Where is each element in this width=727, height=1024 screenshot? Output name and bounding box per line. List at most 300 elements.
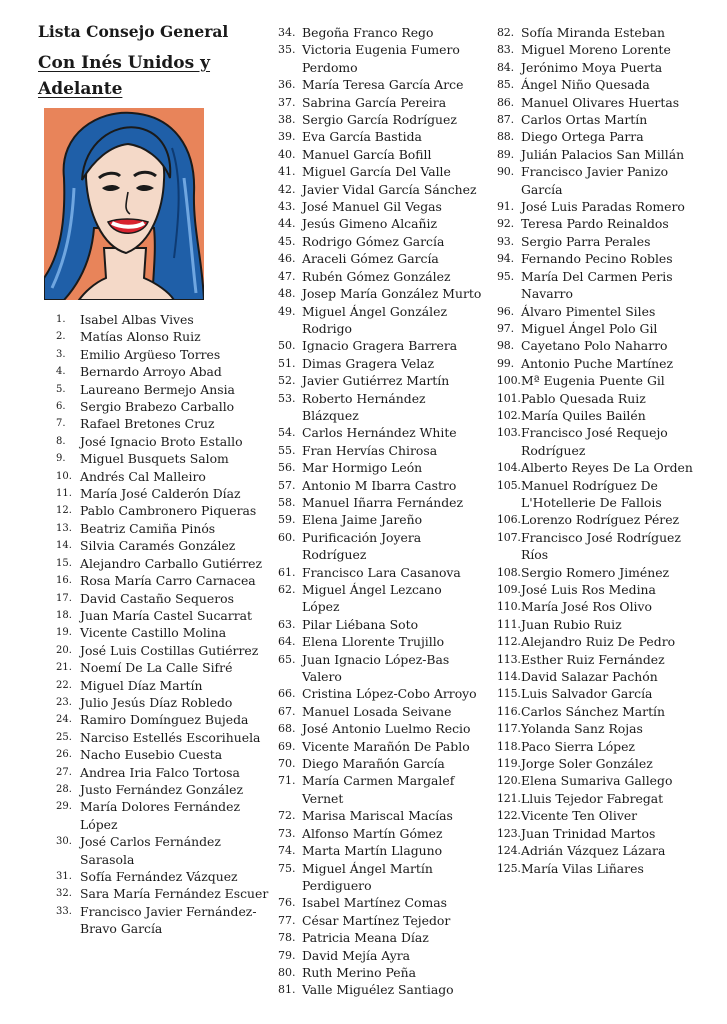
candidate-name: Roberto Hernández Blázquez — [302, 390, 426, 423]
candidate-name: David Salazar Pachón — [521, 669, 658, 685]
candidate-name: Miguel Ángel Martín Perdiguero — [302, 860, 433, 893]
candidate-name: Rosa María Carro Carnacea — [80, 573, 256, 589]
list-item — [278, 442, 483, 459]
list-item — [56, 572, 271, 589]
list-item — [278, 511, 483, 528]
item-number: 23. — [56, 696, 72, 708]
item-number: 71. — [278, 774, 296, 788]
list-item — [278, 459, 483, 476]
candidate-name: Noemí De La Calle Sifré — [80, 660, 233, 676]
list-item — [497, 94, 702, 111]
item-number: 20. — [56, 644, 72, 656]
list-item — [56, 798, 271, 833]
list-item — [497, 703, 702, 720]
item-number: 4. — [56, 366, 66, 378]
item-number: 37. — [278, 95, 296, 109]
list-item — [497, 598, 702, 615]
list-item — [497, 529, 702, 564]
list-item — [278, 477, 483, 494]
candidate-name: Carlos Sánchez Martín — [521, 703, 666, 719]
list-item — [278, 233, 483, 250]
candidate-name: Jerónimo Moya Puerta — [521, 59, 663, 75]
list-item — [278, 24, 483, 41]
candidate-name: Javier Vidal García Sánchez — [302, 181, 477, 197]
item-number: 97. — [497, 321, 514, 335]
item-number: 48. — [278, 287, 296, 301]
list-item — [497, 459, 702, 476]
candidate-name: Begoña Franco Rego — [302, 25, 434, 40]
candidate-name: Sara María Fernández Escuer — [80, 886, 269, 902]
item-number: 105. — [497, 478, 521, 492]
item-number: 6. — [56, 401, 66, 413]
candidate-name: Francisco José Requejo Rodríguez — [521, 425, 668, 458]
list-item — [278, 894, 483, 911]
item-number: 90. — [497, 165, 514, 179]
candidate-name: Valle Miguélez Santiago — [302, 982, 454, 998]
candidate-name: Elena Sumariva Gallego — [521, 773, 673, 789]
candidate-name: Rafael Bretones Cruz — [80, 416, 215, 432]
candidate-name: Andrés Cal Malleiro — [80, 468, 206, 484]
list-item — [278, 581, 483, 616]
candidate-name: Sergio Brabezo Carballo — [80, 399, 235, 415]
item-number: 31. — [56, 871, 72, 882]
candidate-name: Miguel Moreno Lorente — [521, 42, 671, 58]
list-item — [56, 398, 271, 415]
item-number: 38. — [278, 113, 296, 127]
candidate-name: Bernardo Arroyo Abad — [80, 364, 222, 380]
candidate-name: Dimas Gragera Velaz — [302, 355, 435, 371]
item-number: 41. — [278, 165, 296, 179]
candidate-name: Pablo Quesada Ruiz — [521, 390, 646, 406]
item-number: 84. — [497, 60, 514, 74]
list-item — [278, 424, 483, 441]
item-number: 58. — [278, 495, 296, 509]
candidate-name: Juan María Castel Sucarrat — [80, 607, 252, 623]
candidate-name: María José Calderón Díaz — [80, 486, 241, 502]
candidate-name: Ángel Niño Quesada — [521, 77, 650, 93]
candidate-name: Paco Sierra López — [521, 738, 635, 754]
list-item — [497, 407, 702, 424]
item-number: 112. — [497, 635, 521, 649]
item-number: 89. — [497, 147, 514, 161]
candidate-portrait-illustration — [44, 108, 204, 300]
candidate-name: Sofía Fernández Vázquez — [80, 869, 238, 884]
candidate-name: Manuel García Bofill — [302, 146, 432, 162]
item-number: 79. — [278, 948, 296, 962]
item-number: 57. — [278, 478, 296, 492]
item-number: 106. — [497, 513, 521, 527]
candidate-name: Andrea Iria Falco Tortosa — [80, 764, 240, 780]
candidate-name: Antonio Puche Martínez — [521, 355, 673, 371]
item-number: 36. — [278, 78, 296, 92]
candidate-name: María Carmen Margalef Vernet — [302, 773, 455, 806]
list-item — [56, 659, 271, 676]
list-item — [497, 738, 702, 755]
item-number: 115. — [497, 687, 521, 701]
candidate-name: Sergio Parra Perales — [521, 233, 651, 249]
list-item — [497, 755, 702, 772]
item-number: 35. — [278, 43, 296, 57]
item-number: 91. — [497, 200, 514, 214]
candidate-name: Luis Salvador García — [521, 686, 653, 702]
list-item — [497, 372, 702, 389]
list-item — [497, 111, 702, 128]
list-subtitle: Con Inés Unidos y Adelante — [38, 53, 211, 99]
list-item — [56, 868, 271, 885]
list-item — [497, 633, 702, 650]
candidate-name: Sergio García Rodríguez — [302, 112, 457, 128]
item-number: 12. — [56, 505, 72, 517]
candidate-name: Esther Ruiz Fernández — [521, 651, 665, 667]
item-number: 109. — [497, 583, 521, 596]
list-item — [497, 668, 702, 685]
list-item — [278, 929, 483, 946]
item-number: 18. — [56, 609, 72, 621]
list-item — [278, 337, 483, 354]
item-number: 56. — [278, 461, 296, 475]
candidate-name: Emilio Argüeso Torres — [80, 346, 221, 362]
item-number: 28. — [56, 783, 72, 795]
list-item — [278, 250, 483, 267]
candidate-list-column-3 — [497, 24, 702, 877]
candidate-name: David Castaño Sequeros — [80, 590, 234, 606]
list-item — [278, 94, 483, 111]
list-item — [497, 41, 702, 58]
item-number: 96. — [497, 304, 514, 318]
list-item — [56, 607, 271, 624]
candidate-name: Mar Hormigo León — [302, 460, 423, 476]
item-number: 110. — [497, 600, 521, 614]
candidate-name: Adrián Vázquez Lázara — [521, 843, 666, 859]
candidate-name: María Del Carmen Peris Navarro — [521, 268, 673, 302]
candidate-name: Teresa Pardo Reinaldos — [521, 216, 669, 232]
list-item — [56, 415, 271, 432]
item-number: 93. — [497, 234, 514, 248]
list-item — [278, 685, 483, 702]
list-item — [56, 833, 271, 868]
candidate-name: Justo Fernández González — [80, 781, 244, 797]
list-item — [56, 537, 271, 554]
list-item — [56, 711, 271, 728]
item-number: 14. — [56, 540, 72, 552]
item-number: 65. — [278, 652, 296, 666]
item-number: 111. — [497, 617, 521, 631]
list-item — [56, 903, 271, 938]
item-number: 64. — [278, 635, 296, 649]
candidate-list-column-1 — [56, 311, 271, 938]
candidate-name: Eva García Bastida — [302, 129, 422, 145]
list-item — [56, 642, 271, 659]
list-item — [497, 76, 702, 93]
list-item — [278, 355, 483, 372]
item-number: 10. — [56, 470, 72, 482]
item-number: 24. — [56, 714, 72, 726]
item-number: 76. — [278, 896, 296, 910]
list-item — [497, 616, 702, 633]
list-item — [278, 128, 483, 145]
list-item — [278, 181, 483, 198]
list-item — [497, 390, 702, 407]
item-number: 122. — [497, 809, 521, 823]
candidate-name: Laureano Bermejo Ansia — [80, 381, 235, 397]
candidate-name: María Quiles Bailén — [521, 407, 646, 423]
item-number: 66. — [278, 687, 296, 701]
item-number: 43. — [278, 200, 296, 214]
candidate-name: Alfonso Martín Gómez — [302, 825, 443, 841]
item-number: 32. — [56, 888, 72, 900]
list-item — [497, 424, 702, 459]
list-item — [56, 781, 271, 798]
item-number: 59. — [278, 513, 296, 527]
candidate-name: Fran Hervías Chirosa — [302, 442, 438, 458]
list-item — [278, 529, 483, 564]
item-number: 22. — [56, 679, 72, 691]
item-number: 85. — [497, 78, 514, 92]
list-item — [497, 511, 702, 528]
list-item — [497, 59, 702, 76]
item-number: 86. — [497, 95, 514, 109]
candidate-name: Josep María González Murto — [302, 286, 482, 302]
candidate-name: Pilar Liébana Soto — [302, 616, 419, 632]
item-number: 100. — [497, 374, 521, 388]
list-item — [278, 303, 483, 338]
list-item — [497, 320, 702, 337]
list-item — [278, 41, 483, 76]
candidate-name: Jorge Soler González — [521, 756, 653, 772]
item-number: 80. — [278, 965, 296, 979]
candidate-name: Antonio M Ibarra Castro — [302, 477, 457, 493]
candidate-name: Marta Martín Llaguno — [302, 843, 443, 859]
item-number: 121. — [497, 791, 521, 805]
item-number: 2. — [56, 331, 66, 343]
item-number: 46. — [278, 252, 296, 266]
candidate-name: Miguel Busquets Salom — [80, 451, 229, 467]
item-number: 7. — [56, 418, 66, 430]
item-number: 1. — [56, 314, 66, 325]
list-item — [278, 651, 483, 686]
item-number: 51. — [278, 356, 296, 370]
candidate-name: Diego Ortega Parra — [521, 129, 644, 145]
document-title: Lista Consejo General — [38, 22, 229, 41]
candidate-list-column-2 — [278, 24, 483, 999]
candidate-name: Matías Alonso Ruiz — [80, 329, 201, 345]
candidate-name: Ignacio Gragera Barrera — [302, 338, 458, 354]
candidate-name: Vicente Marañón De Pablo — [302, 738, 470, 754]
candidate-name: Julio Jesús Díaz Robledo — [80, 694, 233, 710]
item-number: 50. — [278, 339, 296, 353]
list-item — [497, 651, 702, 668]
list-item — [278, 772, 483, 807]
item-number: 44. — [278, 217, 296, 231]
list-item — [497, 807, 702, 824]
candidate-name: Manuel Iñarra Fernández — [302, 494, 464, 510]
item-number: 49. — [278, 304, 296, 318]
list-item — [278, 755, 483, 772]
candidate-name: Manuel Olivares Huertas — [521, 94, 680, 110]
item-number: 70. — [278, 757, 296, 771]
candidate-name: Manuel Losada Seivane — [302, 703, 452, 719]
item-number: 53. — [278, 391, 296, 405]
candidate-name: Narciso Estellés Escorihuela — [80, 729, 261, 745]
list-item — [278, 146, 483, 163]
list-item — [497, 825, 702, 842]
item-number: 88. — [497, 130, 514, 144]
candidate-name: Álvaro Pimentel Siles — [521, 303, 656, 319]
list-item — [56, 764, 271, 781]
list-item — [278, 912, 483, 929]
list-item — [497, 250, 702, 267]
item-number: 30. — [56, 836, 72, 848]
item-number: 19. — [56, 627, 72, 639]
item-number: 104. — [497, 461, 521, 475]
candidate-name: Rodrigo Gómez García — [302, 233, 445, 249]
item-number: 27. — [56, 766, 72, 778]
item-number: 103. — [497, 426, 521, 440]
candidate-name: Pablo Cambronero Piqueras — [80, 503, 257, 519]
candidate-name: Ramiro Domínguez Bujeda — [80, 712, 249, 728]
list-item — [497, 163, 702, 198]
item-number: 47. — [278, 269, 296, 283]
candidate-name: Francisco Javier Panizo García — [521, 164, 669, 197]
candidate-name: Vicente Castillo Molina — [80, 625, 227, 641]
list-item — [278, 76, 483, 93]
candidate-name: Alejandro Carballo Gutiérrez — [80, 555, 262, 571]
list-item — [278, 964, 483, 981]
item-number: 87. — [497, 113, 514, 127]
candidate-name: Miguel Ángel González Rodrigo — [302, 303, 447, 336]
candidate-name: Sergio Romero Jiménez — [521, 564, 670, 580]
list-item — [278, 825, 483, 842]
candidate-name: Yolanda Sanz Rojas — [521, 721, 643, 737]
list-item — [278, 842, 483, 859]
candidate-name: Elena Jaime Jareño — [302, 512, 423, 528]
item-number: 33. — [56, 905, 72, 917]
item-number: 60. — [278, 530, 296, 544]
item-number: 124. — [497, 844, 521, 858]
item-number: 83. — [497, 43, 514, 57]
list-item — [497, 720, 702, 737]
candidate-name: María Teresa García Arce — [302, 77, 464, 93]
candidate-name: Javier Gutiérrez Martín — [302, 373, 450, 389]
candidate-name: Cristina López-Cobo Arroyo — [302, 686, 477, 702]
list-item — [278, 633, 483, 650]
list-item — [278, 268, 483, 285]
list-item — [56, 729, 271, 746]
item-number: 25. — [56, 731, 72, 743]
item-number: 26. — [56, 749, 72, 761]
list-item — [56, 555, 271, 572]
list-item — [56, 450, 271, 467]
item-number: 16. — [56, 575, 72, 587]
item-number: 75. — [278, 861, 296, 875]
item-number: 107. — [497, 530, 521, 544]
candidate-name: Fernando Pecino Robles — [521, 251, 673, 267]
candidate-name: Araceli Gómez García — [302, 251, 439, 267]
item-number: 11. — [56, 488, 72, 500]
item-number: 15. — [56, 557, 72, 569]
item-number: 108. — [497, 565, 521, 579]
candidate-name: Elena Llorente Trujillo — [302, 634, 445, 650]
candidate-name: María Dolores Fernández López — [80, 799, 240, 832]
list-item — [278, 616, 483, 633]
list-item — [56, 485, 271, 502]
item-number: 39. — [278, 130, 296, 144]
list-item — [56, 311, 271, 328]
candidate-name: Vicente Ten Oliver — [521, 808, 638, 824]
list-item — [497, 215, 702, 232]
list-item — [56, 885, 271, 902]
list-item — [278, 720, 483, 737]
candidate-name: Lorenzo Rodríguez Pérez — [521, 512, 680, 528]
list-item — [56, 381, 271, 398]
candidate-name: Francisco José Rodríguez Ríos — [521, 529, 681, 563]
item-number: 125. — [497, 861, 521, 875]
list-item — [278, 807, 483, 824]
item-number: 120. — [497, 774, 521, 788]
item-number: 98. — [497, 339, 514, 353]
candidate-name: Silvia Caramés González — [80, 538, 236, 554]
candidate-name: Isabel Albas Vives — [80, 312, 194, 327]
list-item — [497, 303, 702, 320]
item-number: 5. — [56, 383, 66, 395]
list-item — [497, 685, 702, 702]
candidate-name: Carlos Hernández White — [302, 425, 457, 441]
item-number: 118. — [497, 739, 521, 753]
list-item — [56, 502, 271, 519]
item-number: 94. — [497, 252, 514, 266]
candidate-name: Miguel Ángel Lezcano López — [302, 582, 442, 615]
candidate-name: Nacho Eusebio Cuesta — [80, 747, 223, 763]
item-number: 8. — [56, 435, 66, 447]
candidate-name: José Luis Costillas Gutiérrez — [80, 642, 259, 658]
item-number: 119. — [497, 757, 521, 771]
list-item — [278, 947, 483, 964]
list-item — [497, 772, 702, 789]
candidate-name: Miguel García Del Valle — [302, 164, 451, 180]
candidate-name: Francisco Lara Casanova — [302, 564, 461, 580]
candidate-name: Lluis Tejedor Fabregat — [521, 790, 664, 806]
item-number: 81. — [278, 983, 296, 997]
candidate-name: Ruth Merino Peña — [302, 964, 416, 980]
list-item — [497, 128, 702, 145]
list-item — [497, 24, 702, 41]
item-number: 113. — [497, 652, 521, 666]
candidate-name: Beatriz Camiña Pinós — [80, 520, 216, 536]
list-item — [497, 842, 702, 859]
candidate-name: Carlos Ortas Martín — [521, 112, 648, 128]
item-number: 117. — [497, 722, 521, 736]
item-number: 92. — [497, 217, 514, 231]
item-number: 74. — [278, 844, 296, 858]
list-item — [278, 703, 483, 720]
list-item — [278, 981, 483, 998]
candidate-name: Marisa Mariscal Macías — [302, 808, 453, 824]
list-item — [278, 163, 483, 180]
candidate-name: Isabel Martínez Comas — [302, 895, 447, 911]
list-item — [278, 198, 483, 215]
item-number: 9. — [56, 453, 66, 465]
candidate-name: José Antonio Luelmo Recio — [302, 721, 471, 737]
candidate-name: Manuel Rodríguez De L'Hotellerie De Fallois — [521, 477, 662, 510]
item-number: 63. — [278, 617, 296, 631]
candidate-name: José Manuel Gil Vegas — [302, 199, 442, 215]
list-item — [497, 790, 702, 807]
list-item — [278, 738, 483, 755]
list-item — [56, 590, 271, 607]
candidate-name: Mª Eugenia Puente Gil — [521, 373, 665, 389]
candidate-name: Sofía Miranda Esteban — [521, 25, 666, 40]
list-item — [278, 285, 483, 302]
